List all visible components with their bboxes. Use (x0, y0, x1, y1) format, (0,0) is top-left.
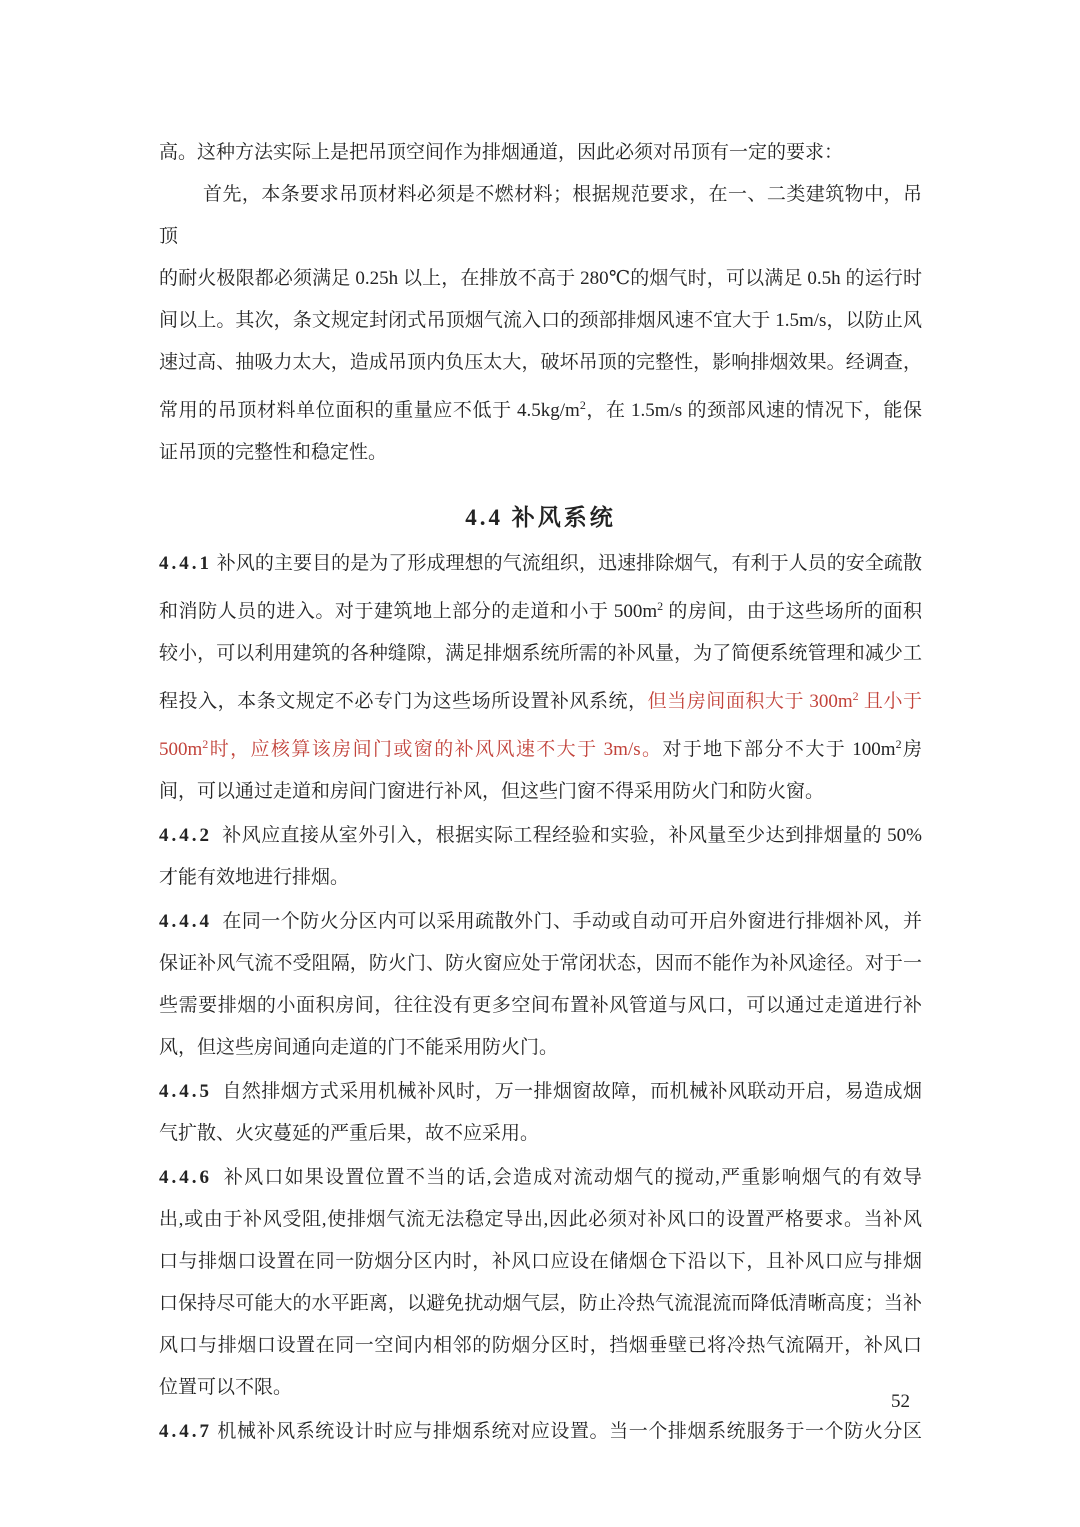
text-line (159, 497, 922, 539)
revision-red-text: 但当房间面积大于 300m (647, 691, 853, 712)
document-body (159, 132, 922, 1453)
text-run: 口保持尽可能大的水平距离，以避免扰动烟气层，防止冷热气流混流而降低清晰高度；当补 (159, 1293, 922, 1314)
text-run: 些需要排烟的小面积房间，往往没有更多空间布置补风管道与风口，可以通过走道进行补 (159, 995, 922, 1016)
text-run: 位置可以不限。 (159, 1377, 293, 1398)
page-number: 52 (891, 1391, 910, 1412)
clause-4-4-6 (159, 1157, 922, 1409)
text-line (159, 857, 922, 899)
text-line (159, 1071, 922, 1113)
text-line (159, 1241, 922, 1283)
clause-number: 4.4.4 (159, 911, 212, 932)
text-run: 风，但这些房间通向走道的门不能采用防火门。 (159, 1037, 559, 1058)
text-line (159, 1027, 922, 1069)
clause-4-4-4 (159, 901, 922, 1069)
text-line (159, 132, 922, 174)
text-run: 口与排烟口设置在同一防烟分区内时，补风口应设在储烟仓下沿以下，且补风口应与排烟 (159, 1251, 922, 1272)
text-run: 在同一个防火分区内可以采用疏散外门、手动或自动可开启外窗进行排烟补风，并 (212, 911, 922, 932)
text-run: 补风口如果设置位置不当的话,会造成对流动烟气的搅动,严重影响烟气的有效导 (212, 1167, 922, 1188)
text-run: 证吊顶的完整性和稳定性。 (159, 442, 388, 463)
clause-number: 4.4.7 (159, 1421, 212, 1442)
text-run: 和消防人员的进入。对于建筑地上部分的走道和小于 500m (159, 601, 658, 622)
text-run: 间以上。其次，条文规定封闭式吊顶烟气流入口的颈部排烟风速不宜大于 1.5m/s，以防止风 (159, 310, 922, 331)
text-line (159, 432, 922, 474)
revision-red-text: 且小于 (858, 691, 922, 712)
text-run: 补风的主要目的是为了形成理想的气流组织，迅速排除烟气，有利于人员的安全疏散 (212, 553, 922, 574)
text-line (159, 174, 922, 258)
text-line (159, 815, 922, 857)
text-run: 对于地下部分不大于 100m (662, 739, 896, 760)
text-run: 程投入，本条文规定不必专门为这些场所设置补风系统， (159, 691, 648, 712)
clause-number: 4.4 补风系统 (465, 505, 616, 530)
text-run: 风口与排烟口设置在同一空间内相邻的防烟分区时，挡烟垂壁已将冷热气流隔开，补风口 (159, 1335, 922, 1356)
text-line (159, 1199, 922, 1241)
clause-number: 4.4.6 (159, 1167, 212, 1188)
text-line (159, 723, 922, 771)
text-run: 补风应直接从室外引入，根据实际工程经验和实验，补风量至少达到排烟量的 50% (212, 825, 922, 846)
text-run: 的房间，由于这些场所的面积 (663, 601, 922, 622)
section-heading (159, 497, 922, 539)
text-line (159, 258, 922, 300)
superscript: 2 (895, 737, 902, 751)
text-line (159, 543, 922, 585)
text-run: 首先，本条要求吊顶材料必须是不燃材料；根据规范要求，在一、二类建筑物中，吊顶 (159, 184, 922, 247)
text-line (159, 1157, 922, 1199)
text-line (159, 300, 922, 342)
clause-4-4-2 (159, 815, 922, 899)
text-run: 自然排烟方式采用机械补风时，万一排烟窗故障，而机械补风联动开启，易造成烟 (212, 1081, 922, 1102)
text-line (159, 1325, 922, 1367)
text-run: 气扩散、火灾蔓延的严重后果，故不应采用。 (159, 1123, 540, 1144)
clause-4-4-1 (159, 543, 922, 813)
text-line (159, 675, 922, 723)
text-line (159, 1113, 922, 1155)
superscript: 2 (579, 398, 586, 412)
text-line (159, 985, 922, 1027)
text-line (159, 1283, 922, 1325)
clause-number: 4.4.5 (159, 1081, 212, 1102)
clause-4-4-5 (159, 1071, 922, 1155)
text-run: 较小，可以利用建筑的各种缝隙，满足排烟系统所需的补风量，为了简便系统管理和减少工 (159, 643, 922, 664)
text-run: 出,或由于补风受阻,使排烟气流无法稳定导出,因此必须对补风口的设置严格要求。当补风 (159, 1209, 922, 1230)
clause-4-4-7 (159, 1411, 922, 1453)
superscript: 2 (657, 599, 664, 613)
text-run: 常用的吊顶材料单位面积的重量应不低于 4.5kg/m (159, 400, 580, 421)
text-line (159, 633, 922, 675)
paragraph-continuation (159, 132, 922, 174)
text-run: 高。这种方法实际上是把吊顶空间作为排烟通道，因此必须对吊顶有一定的要求： (159, 142, 844, 163)
clause-number: 4.4.2 (159, 825, 212, 846)
clause-number: 4.4.1 (159, 553, 212, 574)
text-run: ，在 1.5m/s 的颈部风速的情况下，能保 (585, 400, 923, 421)
text-run: 间，可以通过走道和房间门窗进行补风，但这些门窗不得采用防火门和防火窗。 (159, 781, 825, 802)
revision-red-text: 时，应核算该房间门或窗的补风风速不大于 3m/s。 (208, 739, 663, 760)
text-line (159, 771, 922, 813)
text-line (159, 901, 922, 943)
revision-red-text: 2 (852, 689, 859, 703)
text-line (159, 943, 922, 985)
paragraph-ceiling-requirements (159, 174, 922, 474)
text-line (159, 585, 922, 633)
text-run: 的耐火极限都必须满足 0.25h 以上，在排放不高于 280℃的烟气时，可以满足 0.5h 的运行时 (159, 268, 922, 289)
text-run: 速过高、抽吸力太大，造成吊顶内负压太大，破坏吊顶的完整性，影响排烟效果。经调查， (159, 352, 922, 373)
text-run: 才能有效地进行排烟。 (159, 867, 350, 888)
text-line (159, 384, 922, 432)
text-line (159, 342, 922, 384)
text-line (159, 1411, 922, 1453)
text-run: 房 (901, 739, 922, 760)
text-run: 机械补风系统设计时应与排烟系统对应设置。当一个排烟系统服务于一个防火分区 (212, 1421, 922, 1442)
revision-red-text: 2 (202, 737, 209, 751)
text-run: 保证补风气流不受阻隔，防火门、防火窗应处于常闭状态，因而不能作为补风途径。对于一 (159, 953, 922, 974)
text-line (159, 1367, 922, 1409)
revision-red-text: 500m (159, 739, 203, 760)
